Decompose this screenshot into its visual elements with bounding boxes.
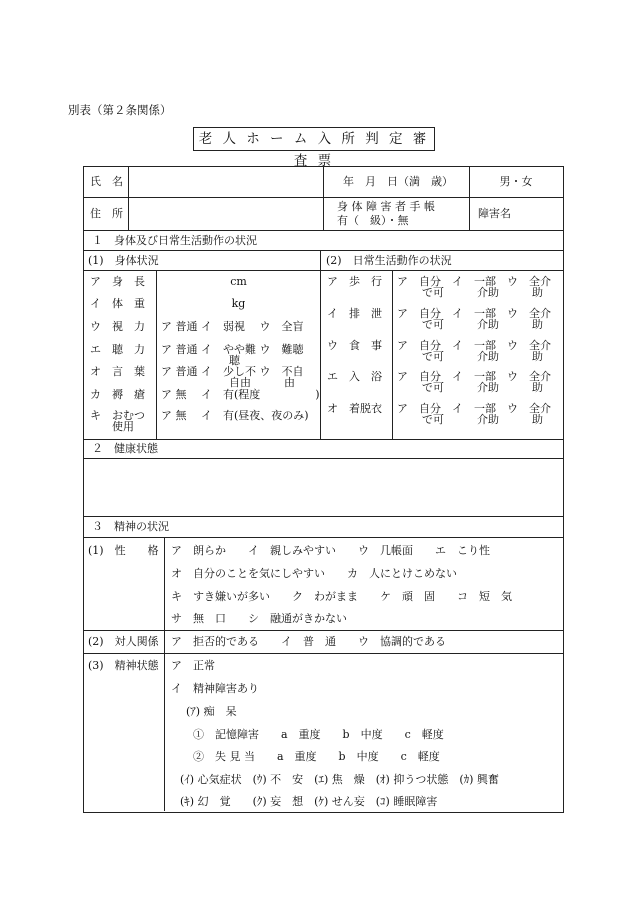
hearing-options-wrap: 聴: [229, 354, 240, 367]
rule: [84, 653, 563, 654]
personality-line: オ 自分のことを気にしやすい カ 人にとけこめない: [171, 567, 457, 580]
handbook-label: 身 体 障 害 者 手 帳: [337, 200, 435, 213]
adl-dressing-options: ア 自分 イ 一部 ウ 全介: [397, 402, 551, 415]
name-label: 氏 名: [90, 175, 123, 188]
adl-eating-options-wrap: で可 介助 助: [422, 350, 543, 363]
section1-heading: １ 身体及び日常生活動作の状況: [92, 234, 257, 247]
diaper-options: ア 無 イ 有(昼夜、夜のみ): [161, 409, 309, 422]
mental-line: (ｱ) 痴 呆: [186, 705, 237, 718]
rule: [320, 250, 321, 439]
adl-dressing-options-wrap: で可 介助 助: [422, 413, 543, 426]
rule: [164, 537, 165, 811]
disability-label: 障害名: [478, 207, 511, 220]
mental-line: ア 正常: [171, 659, 215, 672]
personality-label: (1) 性 格: [88, 544, 159, 557]
personality-line: キ すき嫌いが多い ク わがまま ケ 頑 固 コ 短 気: [171, 590, 512, 603]
mental-line: (ｷ) 幻 覚 (ｸ) 妄 想 (ｹ) せん妄 (ｺ) 睡眠障害: [180, 795, 438, 808]
rule: [84, 458, 563, 459]
rule: [84, 250, 563, 251]
body-condition-heading: (1) 身体状況: [88, 254, 159, 267]
bedsore-options: ア 無 イ 有(程度 ): [161, 388, 320, 401]
mental-line: ② 失 見 当 a 重度 b 中度 c 軽度: [193, 750, 440, 763]
form-reference: 別表（第２条関係）: [68, 103, 172, 117]
rule: [84, 630, 563, 631]
rule: [84, 439, 563, 440]
birth-label: 年 月 日（満 歳）: [343, 175, 453, 188]
adl-walking-label: ア 歩 行: [327, 275, 382, 288]
rule: [156, 270, 157, 439]
personality-line: サ 無 口 シ 融通がきかない: [171, 612, 347, 625]
adl-toilet-label: イ 排 泄: [327, 307, 382, 320]
adl-bathing-options-wrap: で可 介助 助: [422, 381, 543, 394]
bedsore-label: カ 褥 瘡: [90, 388, 145, 401]
adl-heading: (2) 日常生活動作の状況: [326, 254, 452, 267]
adl-walking-options-wrap: で可 介助 助: [422, 286, 543, 299]
hearing-options: ア 普通 イ やや難 ウ 難聴: [161, 343, 304, 356]
diaper-label-wrap: 使用: [112, 420, 134, 433]
vision-options: ア 普通 イ 弱視 ウ 全盲: [161, 320, 304, 333]
rule: [392, 270, 393, 439]
speech-label: オ 言 葉: [90, 365, 145, 378]
height-unit: cm: [230, 275, 247, 288]
rule: [128, 167, 129, 230]
adl-eating-label: ウ 食 事: [327, 339, 382, 352]
height-label: ア 身 長: [90, 275, 145, 288]
relations-options: ア 拒否的である イ 普 通 ウ 協調的である: [171, 635, 446, 648]
section3-heading: ３ 精神の状況: [92, 520, 169, 533]
section2-heading: ２ 健康状態: [92, 442, 158, 455]
adl-dressing-label: オ 着脱衣: [327, 402, 382, 415]
hearing-label: エ 聴 力: [90, 343, 145, 356]
personality-line: ア 朗らか イ 親しみやすい ウ 几帳面 エ こり性: [171, 544, 490, 557]
sex-label: 男・女: [499, 175, 533, 188]
rule: [84, 230, 563, 231]
rule: [84, 516, 563, 517]
speech-options: ア 普通 イ 少し不 ウ 不自: [161, 365, 304, 378]
mental-line: ① 記憶障害 a 重度 b 中度 c 軽度: [193, 728, 444, 741]
adl-toilet-options-wrap: で可 介助 助: [422, 318, 543, 331]
rule: [323, 167, 324, 230]
form-title: 老 人 ホ ー ム 入 所 判 定 審 査 票: [193, 127, 435, 151]
address-label: 住 所: [90, 207, 123, 220]
diaper-label: キ おむつ: [90, 409, 145, 422]
adl-bathing-label: エ 入 浴: [327, 370, 382, 383]
mental-state-label: (3) 精神状態: [88, 659, 159, 672]
adl-toilet-options: ア 自分 イ 一部 ウ 全介: [397, 307, 551, 320]
vision-label: ウ 視 力: [90, 320, 145, 333]
speech-options-wrap: 自由 由: [229, 376, 295, 389]
weight-label: イ 体 重: [90, 297, 145, 310]
mental-line: イ 精神障害あり: [171, 682, 259, 695]
adl-bathing-options: ア 自分 イ 一部 ウ 全介: [397, 370, 551, 383]
mental-line: (ｲ) 心気症状 (ｳ) 不 安 (ｴ) 焦 燥 (ｵ) 抑うつ状態 (ｶ) 興奮: [180, 773, 499, 786]
weight-unit: kg: [231, 297, 246, 310]
adl-walking-options: ア 自分 イ 一部 ウ 全介: [397, 275, 551, 288]
relations-label: (2) 対人関係: [88, 635, 159, 648]
handbook-status: 有（ 級）・無: [337, 214, 409, 227]
rule: [84, 537, 563, 538]
adl-eating-options: ア 自分 イ 一部 ウ 全介: [397, 339, 551, 352]
